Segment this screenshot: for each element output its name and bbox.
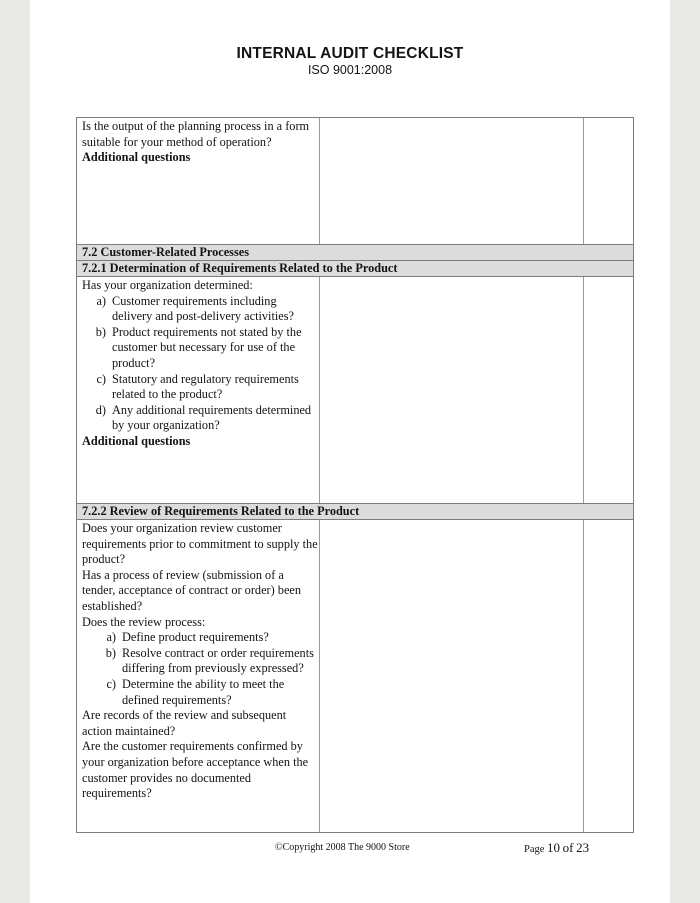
list-item: a) Define product requirements? — [106, 630, 269, 645]
table-row — [77, 118, 633, 244]
list-item: c) Statutory and regulatory requirements related to the product? — [96, 371, 299, 402]
page-number: Page 10 of 23 — [524, 840, 590, 855]
question-cell — [77, 277, 320, 503]
question-text: Does the review process: — [82, 614, 206, 629]
section-heading-7-2: 7.2 Customer-Related Processes — [77, 244, 633, 261]
question-text: Are records of the review and subsequent action maintained? — [82, 708, 287, 738]
question-cell — [77, 118, 320, 244]
additional-questions-label: Additional questions — [82, 150, 191, 165]
section-heading-7-2-1: 7.2.1 Determination of Requirements Related to the Product — [77, 261, 633, 277]
checklist-table-planning — [76, 117, 634, 833]
section-heading-7-2-2: 7.2.2 Review of Requirements Related to the Product — [77, 503, 633, 519]
response-cell[interactable] — [320, 277, 584, 503]
status-cell[interactable] — [584, 520, 633, 832]
copyright-notice: ©Copyright 2008 The 9000 Store — [275, 842, 410, 853]
question-cell — [77, 520, 320, 832]
response-cell[interactable] — [320, 118, 584, 244]
list-item: b) Product requirements not stated by the customer but necessary for use of the product? — [95, 324, 302, 370]
question-text: Has a process of review (submission of a tender, acceptance of contract or order) been established? — [82, 567, 302, 613]
document-title: INTERNAL AUDIT CHECKLIST — [236, 45, 464, 62]
list-item: d) Any additional requirements determined by your organization? — [95, 402, 312, 433]
list-item: c) Determine the ability to meet the defined requirements? — [106, 676, 285, 707]
status-cell[interactable] — [584, 118, 633, 244]
additional-questions-label: Additional questions — [82, 433, 191, 448]
table-row — [77, 519, 633, 832]
list-item: b) Resolve contract or order requirements differing from previously expressed? — [105, 645, 314, 676]
review-list — [82, 630, 319, 708]
document-header — [0, 44, 700, 78]
question-text: Is the output of the planning process in a form suitable for your method of operation? — [82, 119, 310, 149]
intro-text: Has your organization determined: — [82, 278, 253, 292]
status-cell[interactable] — [584, 277, 633, 503]
list-item: a) Customer requirements including delivery and post-delivery activities? — [96, 293, 294, 324]
document-subtitle: ISO 9001:2008 — [307, 63, 393, 77]
question-text: Does your organization review customer requirements prior to commitment to supply the product? — [82, 521, 318, 567]
table-row — [77, 277, 633, 503]
response-cell[interactable] — [320, 520, 584, 832]
requirements-list — [82, 294, 319, 434]
question-text: Are the customer requirements confirmed by your organization before acceptance when the customer provides no documented requirements? — [82, 739, 309, 801]
